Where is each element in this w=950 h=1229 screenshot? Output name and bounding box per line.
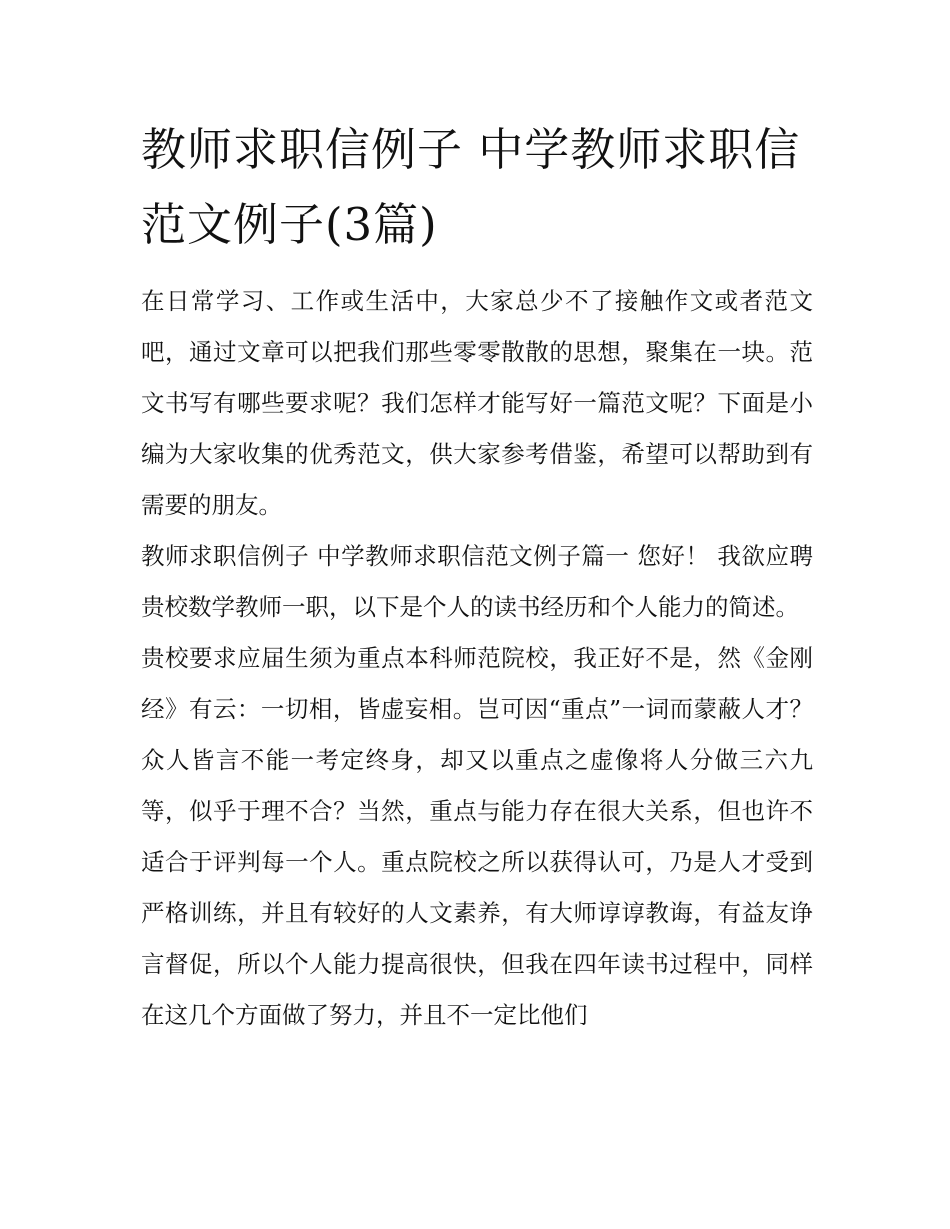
document-body <box>141 112 813 1041</box>
document-title: 教师求职信例子 中学教师求职信范文例子(3篇) <box>141 123 801 251</box>
paragraph-letter-opening: 教师求职信例子 中学教师求职信范文例子篇一 您好！ 我欲应聘贵校数学教师一职，以下是个人的读书经历和个人能力的简述。 <box>141 542 813 621</box>
paragraph-letter-body: 贵校要求应届生须为重点本科师范院校，我正好不是，然《金刚经》有云：一切相，皆虚妄相。岂可因“重点”一词而蒙蔽人才？众人皆言不能一考定终身，却又以重点之虚像将人分做三六九等，似乎于理不合？当然，重点与能力存在很大关系，但也许不适合于评判每一个人。重点院校之所以获得认可，乃是人才受到严格训练，并且有较好的人文素养，有大师谆谆教诲，有益友诤言督促，所以个人能力提高很快，但我在四年读书过程中，同样在这几个方面做了努力，并且不一定比他们 <box>141 644 813 1029</box>
paragraph-intro: 在日常学习、工作或生活中，大家总少不了接触作文或者范文吧，通过文章可以把我们那些零零散散的思想，聚集在一块。范文书写有哪些要求呢？我们怎样才能写好一篇范文呢？下面是小编为大家收集的优秀范文，供大家参考借鉴，希望可以帮助到有需要的朋友。 <box>141 287 813 519</box>
